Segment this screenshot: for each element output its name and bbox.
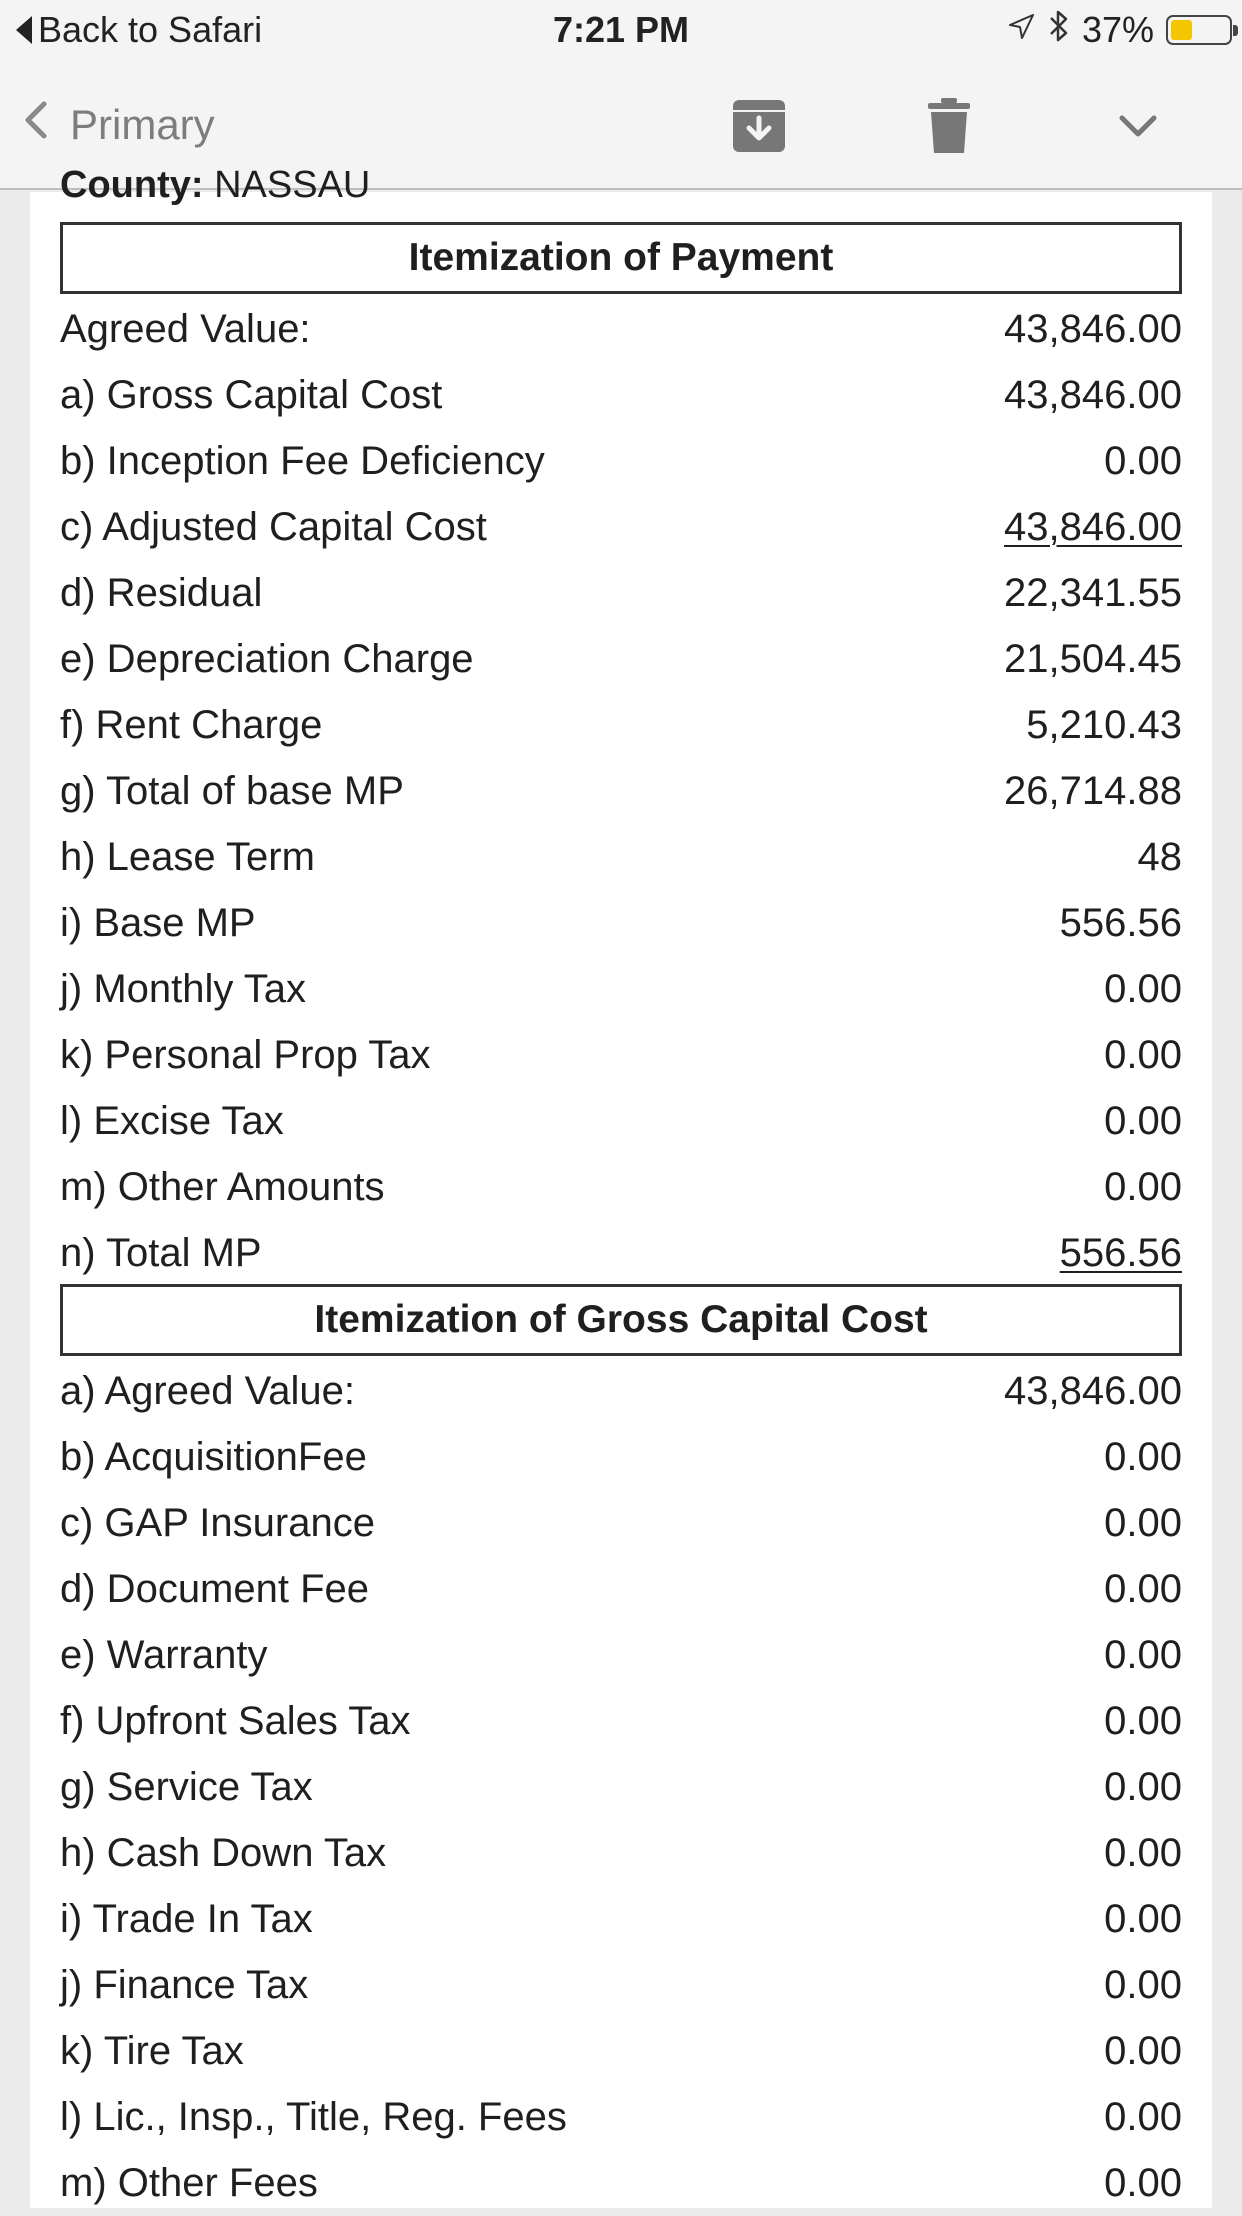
table-row [60, 1556, 1182, 1622]
row-label: c) Adjusted Capital Cost [60, 504, 487, 549]
row-value: 0.00 [1104, 1698, 1182, 1743]
table-row [60, 1022, 1182, 1088]
row-label: h) Cash Down Tax [60, 1830, 387, 1875]
table-row [60, 1886, 1182, 1952]
row-value: 0.00 [1104, 1764, 1182, 1809]
table-row [60, 1358, 1182, 1424]
row-label: m) Other Fees [60, 2160, 318, 2205]
table-row [60, 1154, 1182, 1220]
row-value: 0.00 [1104, 1434, 1182, 1479]
table-row [60, 362, 1182, 428]
table-row [60, 692, 1182, 758]
row-value: 0.00 [1104, 2094, 1182, 2139]
row-value: 22,341.55 [1004, 570, 1182, 615]
table-row [60, 758, 1182, 824]
table-row [60, 494, 1182, 560]
row-label: l) Lic., Insp., Title, Reg. Fees [60, 2094, 567, 2139]
battery-level [1171, 20, 1192, 40]
gross-capital-section-title: Itemization of Gross Capital Cost [314, 1298, 928, 1341]
row-value: 0.00 [1104, 1032, 1182, 1077]
back-to-primary-button[interactable] [22, 98, 215, 152]
row-label: b) AcquisitionFee [60, 1434, 367, 1479]
table-row [60, 824, 1182, 890]
table-row [60, 890, 1182, 956]
row-label: d) Residual [60, 570, 263, 615]
row-value: 0.00 [1104, 1566, 1182, 1611]
status-bar [0, 0, 1242, 60]
table-row [60, 1754, 1182, 1820]
table-row [60, 956, 1182, 1022]
table-row [60, 2084, 1182, 2150]
table-row [60, 560, 1182, 626]
archive-icon[interactable] [729, 96, 789, 156]
row-value: 0.00 [1104, 438, 1182, 483]
table-row [60, 1088, 1182, 1154]
row-value: 21,504.45 [1004, 636, 1182, 681]
table-row [60, 626, 1182, 692]
table-row [60, 428, 1182, 494]
row-label: e) Depreciation Charge [60, 636, 474, 681]
row-value: 0.00 [1104, 1830, 1182, 1875]
row-label: k) Tire Tax [60, 2028, 244, 2073]
row-label: n) Total MP [60, 1230, 262, 1275]
table-row [60, 1490, 1182, 1556]
row-value: 0.00 [1104, 1164, 1182, 1209]
row-value: 0.00 [1104, 1500, 1182, 1545]
row-value: 556.56 [1059, 900, 1182, 945]
row-label: j) Finance Tax [60, 1962, 309, 2007]
row-value: 43,846.00 [1004, 504, 1182, 549]
table-row [60, 2018, 1182, 2084]
row-label: g) Total of base MP [60, 768, 404, 813]
table-row [60, 2150, 1182, 2216]
row-label: Agreed Value: [60, 306, 311, 351]
payment-section-header [60, 222, 1182, 294]
email-body[interactable] [30, 164, 1212, 2208]
row-label: h) Lease Term [60, 834, 315, 879]
table-row [60, 1220, 1182, 1286]
row-value: 43,846.00 [1004, 1368, 1182, 1413]
location-arrow-icon [1006, 9, 1036, 51]
row-label: f) Rent Charge [60, 702, 323, 747]
row-label: d) Document Fee [60, 1566, 370, 1611]
status-time: 7:21 PM [552, 9, 690, 50]
table-row [60, 1424, 1182, 1490]
row-label: m) Other Amounts [60, 1164, 385, 1209]
county-label: County: [60, 164, 204, 206]
chevron-down-icon[interactable] [1108, 96, 1168, 156]
table-row [60, 1688, 1182, 1754]
row-label: f) Upfront Sales Tax [60, 1698, 411, 1743]
row-label: i) Base MP [60, 900, 256, 945]
row-value: 0.00 [1104, 1962, 1182, 2007]
county-line [60, 164, 370, 207]
status-indicators [1006, 8, 1232, 52]
payment-section-title: Itemization of Payment [408, 236, 834, 279]
row-value: 26,714.88 [1004, 768, 1182, 813]
row-value: 0.00 [1104, 2160, 1182, 2205]
row-value: 0.00 [1104, 1098, 1182, 1143]
table-row [60, 296, 1182, 362]
row-value: 48 [1137, 834, 1182, 879]
gross-capital-section-header [60, 1284, 1182, 1356]
row-value: 0.00 [1104, 2028, 1182, 2073]
table-row [60, 1820, 1182, 1886]
battery-percent: 37% [1081, 9, 1154, 50]
back-to-primary-label: Primary [70, 101, 215, 148]
row-value: 5,210.43 [1026, 702, 1182, 747]
row-label: l) Excise Tax [60, 1098, 284, 1143]
county-value: NASSAU [214, 164, 371, 206]
row-label: g) Service Tax [60, 1764, 313, 1809]
trash-icon[interactable] [919, 96, 979, 156]
row-value: 0.00 [1104, 966, 1182, 1011]
battery-icon [1166, 15, 1232, 45]
row-label: b) Inception Fee Deficiency [60, 438, 545, 483]
row-value: 0.00 [1104, 1896, 1182, 1941]
row-label: e) Warranty [60, 1632, 268, 1677]
back-to-safari-label: Back to Safari [38, 9, 263, 50]
bluetooth-icon [1048, 9, 1070, 52]
row-value: 556.56 [1059, 1230, 1182, 1275]
chevron-left-icon [22, 100, 48, 150]
row-value: 43,846.00 [1004, 372, 1182, 417]
row-label: a) Gross Capital Cost [60, 372, 443, 417]
row-label: i) Trade In Tax [60, 1896, 313, 1941]
table-row [60, 1952, 1182, 2018]
table-row [60, 1622, 1182, 1688]
row-label: c) GAP Insurance [60, 1500, 375, 1545]
row-value: 43,846.00 [1004, 306, 1182, 351]
row-label: a) Agreed Value: [60, 1368, 356, 1413]
row-label: k) Personal Prop Tax [60, 1032, 431, 1077]
row-label: j) Monthly Tax [60, 966, 307, 1011]
row-value: 0.00 [1104, 1632, 1182, 1677]
